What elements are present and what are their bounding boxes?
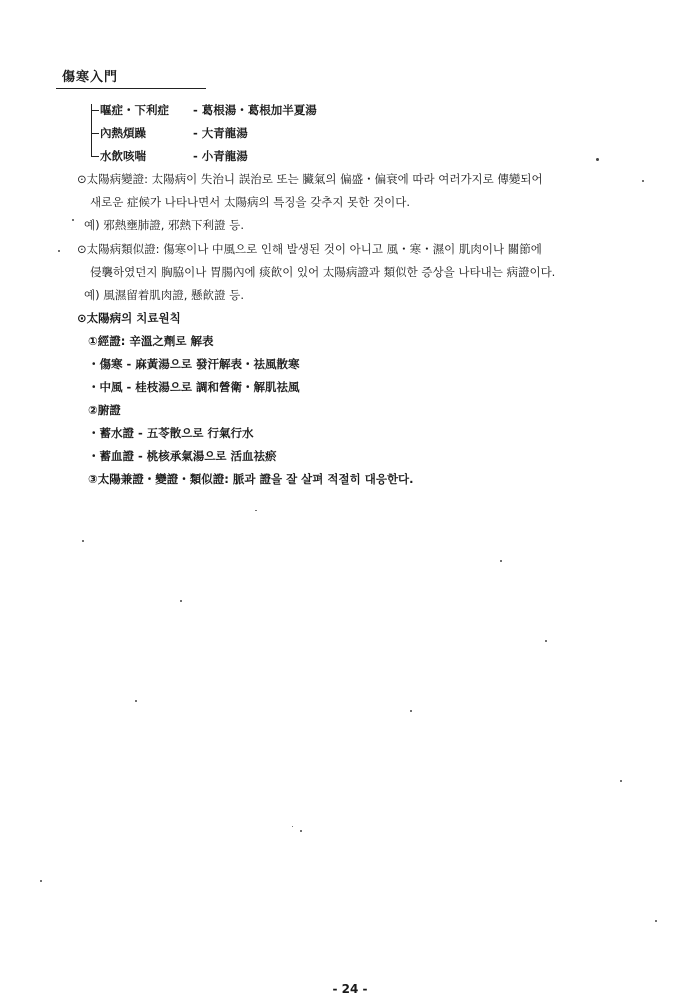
branch-item xyxy=(91,148,248,166)
branch-tick xyxy=(91,133,99,134)
body-line: ・傷寒 - 麻黃湯으로 發汗解表・祛風散寒 xyxy=(88,357,300,371)
body-line: 새로운 症候가 나타나면서 太陽病의 특징을 갖추지 못한 것이다. xyxy=(90,195,411,209)
scan-speck xyxy=(642,180,644,182)
scan-speck xyxy=(135,700,137,702)
scan-speck xyxy=(40,880,42,882)
scan-speck xyxy=(72,219,74,221)
scan-speck xyxy=(292,826,293,827)
branch-label: 水飲咳喘 xyxy=(100,149,146,163)
header-rule xyxy=(56,88,206,89)
scan-speck xyxy=(180,600,182,602)
branch-label: 內熱煩躁 xyxy=(100,126,146,140)
branch-item xyxy=(91,102,317,120)
branch-value: - 大青龍湯 xyxy=(193,126,248,140)
section-heading: ⊙太陽病의 치료원칙 xyxy=(77,311,181,325)
scan-speck xyxy=(255,510,257,511)
body-line: ②腑證 xyxy=(88,403,121,417)
scan-speck xyxy=(300,830,302,832)
scan-speck xyxy=(58,250,60,252)
scan-speck xyxy=(620,780,622,782)
scan-speck xyxy=(596,158,599,161)
branch-tick xyxy=(91,156,99,157)
scan-speck xyxy=(500,560,502,562)
scan-speck xyxy=(545,640,547,642)
branch-value: - 葛根湯・葛根加半夏湯 xyxy=(193,103,317,117)
scan-speck xyxy=(82,540,84,542)
page-header-title: 傷寒入門 xyxy=(62,70,119,85)
body-line: ・蓄血證 - 桃核承氣湯으로 活血祛瘀 xyxy=(88,449,277,463)
branch-item xyxy=(91,125,248,143)
branch-label: 嘔症・下利症 xyxy=(100,103,169,117)
branch-tick xyxy=(91,110,99,111)
body-line: ・中風 - 桂枝湯으로 調和營衛・解肌祛風 xyxy=(88,380,300,394)
body-line: ⊙太陽病變證: 太陽病이 失治니 誤治로 또는 臟氣의 偏盛・偏衰에 따라 여러가지로 傳變되어 xyxy=(77,172,543,186)
body-line: ③太陽兼證・變證・類似證: 脈과 證을 잘 살펴 적절히 대응한다. xyxy=(88,472,414,486)
scan-speck xyxy=(655,920,657,922)
branch-value: - 小青龍湯 xyxy=(193,149,248,163)
body-line: ⊙太陽病類似證: 傷寒이나 中風으로 인해 발생된 것이 아니고 風・寒・濕이 肌肉이나 關節에 xyxy=(77,242,542,256)
body-line: 예) 邪熱壅肺證, 邪熱下利證 등. xyxy=(84,218,244,232)
body-line: 예) 風濕留着肌肉證, 懸飮證 등. xyxy=(84,288,244,302)
page-number: - 24 - xyxy=(332,982,368,996)
body-line: 侵襲하였던지 胸脇이나 胃腸內에 痰飮이 있어 太陽病證과 類似한 증상을 나타내는 病證이다. xyxy=(90,265,556,279)
body-line: ①經證: 辛溫之劑로 解表 xyxy=(88,334,214,348)
scan-speck xyxy=(410,710,412,712)
body-line: ・蓄水證 - 五苓散으로 行氣行水 xyxy=(88,426,254,440)
